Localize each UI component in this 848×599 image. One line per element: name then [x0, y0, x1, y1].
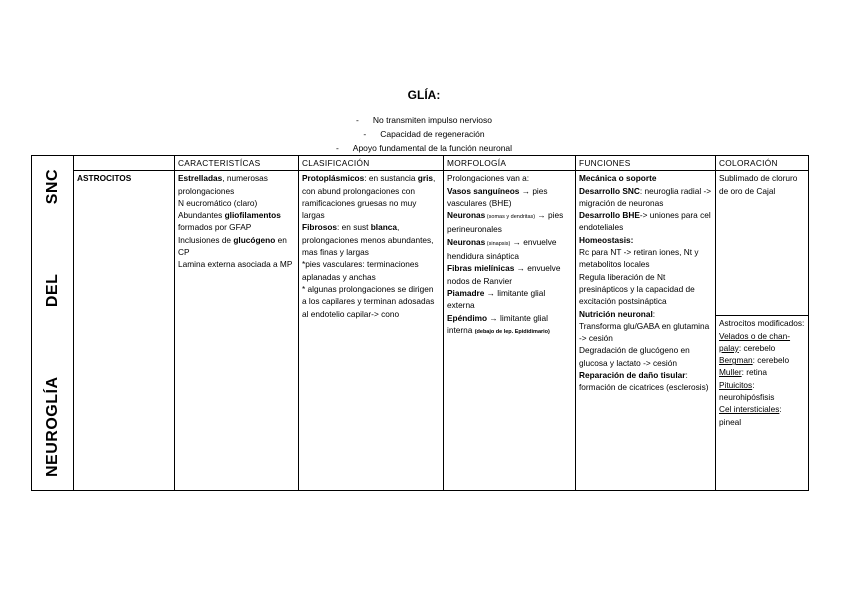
morfologia-cell: Prolongaciones van a: Vasos sanguíneos → pies vasculares (BHE) Neuronas (somas y dendritas) → pies perineuronales Neuronas (sinapsis) → envuelve hendidura sináptica Fibras mielínicas → envuelve nodos de Ranvier Piamadre → limitante glial externa Epéndimo → limitante glial interna (debajo de lep. Epidídimario) [444, 171, 576, 491]
side-label-cell [32, 156, 74, 491]
header-morfologia: MORFOLOGÍA [444, 156, 576, 171]
header-coloracion: COLORACIÓN [716, 156, 809, 171]
table-header-row [32, 156, 809, 171]
header-clasificacion: CLASIFICACIÓN [299, 156, 444, 171]
caracteristicas-cell: Estrelladas, numerosas prolongaciones N eucromático (claro) Abundantes gliofilamentos formados por GFAP Inclusiones de glucógeno en CP Lamina externa asociada a MP [175, 171, 299, 491]
header-empty [74, 156, 175, 171]
coloracion-top: Sublimado de cloruro de oro de Cajal [716, 171, 808, 316]
bullet-item: - Apoyo fundamental de la función neuronal [335, 143, 513, 153]
header-funciones: FUNCIONES [576, 156, 716, 171]
coloracion-modificados: Astrocitos modificados: Velados o de chan- palay: cerebelo Bergman: cerebelo Muller: retina Pituicitos: neurohipósfisis Cel intersticiales: pineal [719, 318, 805, 427]
coloracion-cell [716, 171, 809, 491]
table-row [32, 171, 809, 491]
row-name-cell: ASTROCITOS [74, 171, 175, 491]
page-title: GLÍA: [407, 88, 441, 102]
side-label: NEUROGLÍA DEL SNC [43, 169, 61, 477]
funciones-cell: Mecánica o soporte Desarrollo SNC: neuroglia radial -> migración de neuronas Desarrollo BHE-> uniones para cel endoteliales Homeostasis: Rc para NT -> retiran iones, Nt y metabolitos locales Regula liberación de Nt presinápticos y la capacidad de excitación postsináptica Nutrición neuronal: Transforma glu/GABA en glutamina -> cesión Degradación de glucógeno en glucosa y lactato -> cesión Reparación de daño tisular: formación de cicatrices (esclerosis) [576, 171, 716, 491]
bullet-item: - No transmiten impulso nervioso [356, 115, 492, 125]
glia-table [31, 155, 809, 491]
header-caracteristicas: CARACTERISTÍCAS [175, 156, 299, 171]
clasificacion-cell: Protoplásmicos: en sustancia gris, con abund prolongaciones con ramificaciones gruesas no muy largas Fibrosos: en sust blanca, prolongaciones menos abundantes, mas finas y largas *pies vasculares: terminaciones aplanadas y anchas * algunas prolongaciones se dirigen a los capilares y terminan adosadas al endotelio capilar-> cono [299, 171, 444, 491]
glia-bullet-list [0, 113, 848, 155]
bullet-item: - Capacidad de regeneración [363, 129, 485, 139]
